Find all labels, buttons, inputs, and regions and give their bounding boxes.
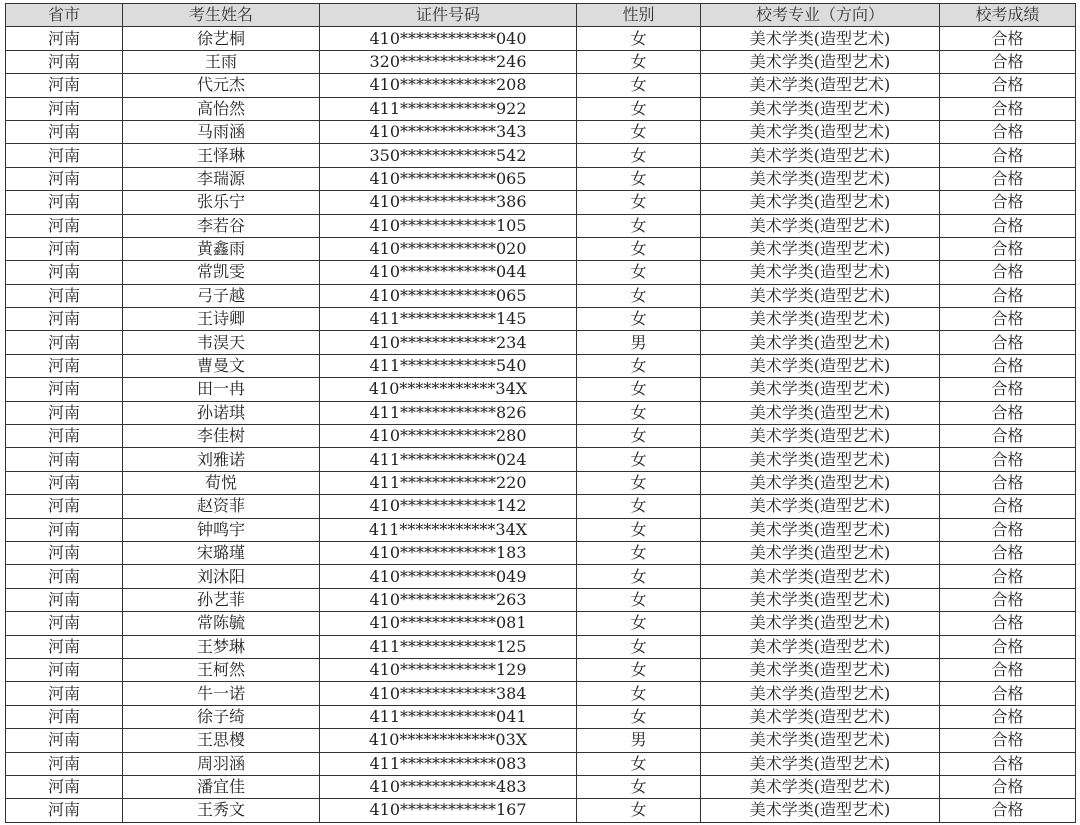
name-cell: 荀悦 — [123, 471, 320, 494]
result-cell: 合格 — [940, 799, 1076, 822]
major-cell: 美术学类(造型艺术) — [701, 471, 940, 494]
column-header-name: 考生姓名 — [123, 4, 320, 27]
major-cell: 美术学类(造型艺术) — [701, 541, 940, 564]
table-row — [6, 144, 1076, 167]
major-cell: 美术学类(造型艺术) — [701, 425, 940, 448]
table-row — [6, 799, 1076, 822]
result-cell: 合格 — [940, 331, 1076, 354]
table-row — [6, 775, 1076, 798]
province-cell: 河南 — [6, 120, 123, 143]
id-number-cell: 410************142 — [320, 495, 577, 518]
id-number-cell: 410************34X — [320, 378, 577, 401]
major-cell: 美术学类(造型艺术) — [701, 308, 940, 331]
table-row — [6, 378, 1076, 401]
major-cell: 美术学类(造型艺术) — [701, 214, 940, 237]
table-row — [6, 261, 1076, 284]
id-number-cell: 411************024 — [320, 448, 577, 471]
results-table — [5, 3, 1076, 823]
major-cell: 美术学类(造型艺术) — [701, 799, 940, 822]
result-cell: 合格 — [940, 50, 1076, 73]
id-number-cell: 411************34X — [320, 518, 577, 541]
name-cell: 马雨涵 — [123, 120, 320, 143]
major-cell: 美术学类(造型艺术) — [701, 495, 940, 518]
result-cell: 合格 — [940, 214, 1076, 237]
province-cell: 河南 — [6, 261, 123, 284]
gender-cell: 女 — [577, 237, 701, 260]
name-cell: 赵资菲 — [123, 495, 320, 518]
id-number-cell: 411************922 — [320, 97, 577, 120]
gender-cell: 女 — [577, 401, 701, 424]
id-number-cell: 410************040 — [320, 27, 577, 50]
id-number-cell: 411************083 — [320, 752, 577, 775]
result-cell: 合格 — [940, 448, 1076, 471]
major-cell: 美术学类(造型艺术) — [701, 448, 940, 471]
id-number-cell: 410************065 — [320, 284, 577, 307]
major-cell: 美术学类(造型艺术) — [701, 237, 940, 260]
gender-cell: 女 — [577, 541, 701, 564]
table-row — [6, 50, 1076, 73]
major-cell: 美术学类(造型艺术) — [701, 612, 940, 635]
result-cell: 合格 — [940, 191, 1076, 214]
result-cell: 合格 — [940, 541, 1076, 564]
province-cell: 河南 — [6, 448, 123, 471]
major-cell: 美术学类(造型艺术) — [701, 167, 940, 190]
major-cell: 美术学类(造型艺术) — [701, 588, 940, 611]
gender-cell: 女 — [577, 261, 701, 284]
id-number-cell: 411************125 — [320, 635, 577, 658]
province-cell: 河南 — [6, 97, 123, 120]
column-header-gender: 性别 — [577, 4, 701, 27]
result-cell: 合格 — [940, 120, 1076, 143]
table-row — [6, 308, 1076, 331]
gender-cell: 女 — [577, 425, 701, 448]
result-cell: 合格 — [940, 682, 1076, 705]
name-cell: 王诗卿 — [123, 308, 320, 331]
gender-cell: 女 — [577, 97, 701, 120]
id-number-cell: 410************065 — [320, 167, 577, 190]
name-cell: 王梦琳 — [123, 635, 320, 658]
result-cell: 合格 — [940, 97, 1076, 120]
gender-cell: 女 — [577, 752, 701, 775]
name-cell: 王雨 — [123, 50, 320, 73]
name-cell: 宋璐瑾 — [123, 541, 320, 564]
table-row — [6, 237, 1076, 260]
id-number-cell: 410************183 — [320, 541, 577, 564]
table-row — [6, 729, 1076, 752]
gender-cell: 女 — [577, 27, 701, 50]
result-cell: 合格 — [940, 144, 1076, 167]
name-cell: 代元杰 — [123, 74, 320, 97]
province-cell: 河南 — [6, 401, 123, 424]
major-cell: 美术学类(造型艺术) — [701, 775, 940, 798]
table-body — [6, 27, 1076, 822]
id-number-cell: 410************280 — [320, 425, 577, 448]
gender-cell: 女 — [577, 308, 701, 331]
name-cell: 牛一诺 — [123, 682, 320, 705]
name-cell: 王怿琳 — [123, 144, 320, 167]
gender-cell: 女 — [577, 191, 701, 214]
major-cell: 美术学类(造型艺术) — [701, 752, 940, 775]
major-cell: 美术学类(造型艺术) — [701, 331, 940, 354]
name-cell: 李瑞源 — [123, 167, 320, 190]
gender-cell: 女 — [577, 74, 701, 97]
province-cell: 河南 — [6, 799, 123, 822]
name-cell: 高怡然 — [123, 97, 320, 120]
result-cell: 合格 — [940, 74, 1076, 97]
gender-cell: 女 — [577, 588, 701, 611]
major-cell: 美术学类(造型艺术) — [701, 658, 940, 681]
result-cell: 合格 — [940, 752, 1076, 775]
name-cell: 潘宜佳 — [123, 775, 320, 798]
gender-cell: 男 — [577, 331, 701, 354]
name-cell: 常陈毓 — [123, 612, 320, 635]
name-cell: 徐艺桐 — [123, 27, 320, 50]
result-cell: 合格 — [940, 471, 1076, 494]
id-number-cell: 410************167 — [320, 799, 577, 822]
table-row — [6, 448, 1076, 471]
result-cell: 合格 — [940, 27, 1076, 50]
province-cell: 河南 — [6, 237, 123, 260]
id-number-cell: 410************386 — [320, 191, 577, 214]
id-number-cell: 410************03X — [320, 729, 577, 752]
name-cell: 曹曼文 — [123, 354, 320, 377]
result-cell: 合格 — [940, 354, 1076, 377]
table-row — [6, 425, 1076, 448]
result-cell: 合格 — [940, 237, 1076, 260]
major-cell: 美术学类(造型艺术) — [701, 378, 940, 401]
column-header-result: 校考成绩 — [940, 4, 1076, 27]
gender-cell: 女 — [577, 354, 701, 377]
province-cell: 河南 — [6, 588, 123, 611]
id-number-cell: 410************105 — [320, 214, 577, 237]
table-row — [6, 74, 1076, 97]
id-number-cell: 410************129 — [320, 658, 577, 681]
id-number-cell: 410************049 — [320, 565, 577, 588]
province-cell: 河南 — [6, 729, 123, 752]
id-number-cell: 410************234 — [320, 331, 577, 354]
id-number-cell: 320************246 — [320, 50, 577, 73]
result-cell: 合格 — [940, 425, 1076, 448]
gender-cell: 女 — [577, 612, 701, 635]
result-cell: 合格 — [940, 401, 1076, 424]
major-cell: 美术学类(造型艺术) — [701, 682, 940, 705]
gender-cell: 男 — [577, 729, 701, 752]
province-cell: 河南 — [6, 612, 123, 635]
gender-cell: 女 — [577, 705, 701, 728]
name-cell: 李佳树 — [123, 425, 320, 448]
id-number-cell: 350************542 — [320, 144, 577, 167]
gender-cell: 女 — [577, 120, 701, 143]
header-row — [6, 4, 1076, 27]
name-cell: 田一冉 — [123, 378, 320, 401]
name-cell: 王柯然 — [123, 658, 320, 681]
result-cell: 合格 — [940, 167, 1076, 190]
table-row — [6, 191, 1076, 214]
province-cell: 河南 — [6, 635, 123, 658]
table-row — [6, 682, 1076, 705]
name-cell: 孙艺菲 — [123, 588, 320, 611]
province-cell: 河南 — [6, 214, 123, 237]
province-cell: 河南 — [6, 167, 123, 190]
id-number-cell: 410************384 — [320, 682, 577, 705]
table-row — [6, 635, 1076, 658]
result-cell: 合格 — [940, 705, 1076, 728]
id-number-cell: 410************044 — [320, 261, 577, 284]
id-number-cell: 410************081 — [320, 612, 577, 635]
province-cell: 河南 — [6, 518, 123, 541]
result-cell: 合格 — [940, 775, 1076, 798]
id-number-cell: 411************041 — [320, 705, 577, 728]
name-cell: 徐子绮 — [123, 705, 320, 728]
gender-cell: 女 — [577, 50, 701, 73]
province-cell: 河南 — [6, 74, 123, 97]
name-cell: 弓子越 — [123, 284, 320, 307]
province-cell: 河南 — [6, 308, 123, 331]
province-cell: 河南 — [6, 541, 123, 564]
column-header-major: 校考专业（方向） — [701, 4, 940, 27]
major-cell: 美术学类(造型艺术) — [701, 27, 940, 50]
name-cell: 张乐宁 — [123, 191, 320, 214]
result-cell: 合格 — [940, 635, 1076, 658]
result-cell: 合格 — [940, 658, 1076, 681]
gender-cell: 女 — [577, 144, 701, 167]
name-cell: 刘沐阳 — [123, 565, 320, 588]
name-cell: 王思椶 — [123, 729, 320, 752]
result-cell: 合格 — [940, 308, 1076, 331]
province-cell: 河南 — [6, 658, 123, 681]
gender-cell: 女 — [577, 799, 701, 822]
province-cell: 河南 — [6, 471, 123, 494]
table-row — [6, 565, 1076, 588]
result-cell: 合格 — [940, 518, 1076, 541]
gender-cell: 女 — [577, 378, 701, 401]
table-row — [6, 495, 1076, 518]
major-cell: 美术学类(造型艺术) — [701, 191, 940, 214]
province-cell: 河南 — [6, 378, 123, 401]
gender-cell: 女 — [577, 214, 701, 237]
name-cell: 钟鸣宇 — [123, 518, 320, 541]
province-cell: 河南 — [6, 775, 123, 798]
table-row — [6, 354, 1076, 377]
name-cell: 王秀文 — [123, 799, 320, 822]
major-cell: 美术学类(造型艺术) — [701, 518, 940, 541]
column-header-id-number: 证件号码 — [320, 4, 577, 27]
id-number-cell: 410************020 — [320, 237, 577, 260]
gender-cell: 女 — [577, 448, 701, 471]
major-cell: 美术学类(造型艺术) — [701, 565, 940, 588]
province-cell: 河南 — [6, 331, 123, 354]
column-header-province: 省市 — [6, 4, 123, 27]
result-cell: 合格 — [940, 261, 1076, 284]
result-cell: 合格 — [940, 565, 1076, 588]
gender-cell: 女 — [577, 167, 701, 190]
major-cell: 美术学类(造型艺术) — [701, 50, 940, 73]
result-cell: 合格 — [940, 284, 1076, 307]
result-cell: 合格 — [940, 378, 1076, 401]
gender-cell: 女 — [577, 565, 701, 588]
id-number-cell: 411************540 — [320, 354, 577, 377]
major-cell: 美术学类(造型艺术) — [701, 144, 940, 167]
major-cell: 美术学类(造型艺术) — [701, 354, 940, 377]
major-cell: 美术学类(造型艺术) — [701, 635, 940, 658]
table-row — [6, 120, 1076, 143]
gender-cell: 女 — [577, 495, 701, 518]
table-row — [6, 588, 1076, 611]
result-cell: 合格 — [940, 495, 1076, 518]
gender-cell: 女 — [577, 775, 701, 798]
province-cell: 河南 — [6, 495, 123, 518]
major-cell: 美术学类(造型艺术) — [701, 705, 940, 728]
province-cell: 河南 — [6, 144, 123, 167]
table-row — [6, 214, 1076, 237]
gender-cell: 女 — [577, 471, 701, 494]
name-cell: 刘雅诺 — [123, 448, 320, 471]
table-row — [6, 284, 1076, 307]
name-cell: 李若谷 — [123, 214, 320, 237]
table-row — [6, 401, 1076, 424]
major-cell: 美术学类(造型艺术) — [701, 74, 940, 97]
province-cell: 河南 — [6, 284, 123, 307]
gender-cell: 女 — [577, 682, 701, 705]
table-row — [6, 27, 1076, 50]
name-cell: 韦淏天 — [123, 331, 320, 354]
province-cell: 河南 — [6, 565, 123, 588]
major-cell: 美术学类(造型艺术) — [701, 729, 940, 752]
province-cell: 河南 — [6, 50, 123, 73]
province-cell: 河南 — [6, 191, 123, 214]
province-cell: 河南 — [6, 682, 123, 705]
table-row — [6, 331, 1076, 354]
id-number-cell: 410************483 — [320, 775, 577, 798]
id-number-cell: 411************826 — [320, 401, 577, 424]
major-cell: 美术学类(造型艺术) — [701, 97, 940, 120]
table-row — [6, 658, 1076, 681]
name-cell: 周羽涵 — [123, 752, 320, 775]
result-cell: 合格 — [940, 612, 1076, 635]
province-cell: 河南 — [6, 354, 123, 377]
result-cell: 合格 — [940, 729, 1076, 752]
id-number-cell: 410************208 — [320, 74, 577, 97]
id-number-cell: 411************220 — [320, 471, 577, 494]
gender-cell: 女 — [577, 658, 701, 681]
table-row — [6, 97, 1076, 120]
major-cell: 美术学类(造型艺术) — [701, 401, 940, 424]
name-cell: 常凯雯 — [123, 261, 320, 284]
province-cell: 河南 — [6, 27, 123, 50]
province-cell: 河南 — [6, 752, 123, 775]
gender-cell: 女 — [577, 635, 701, 658]
id-number-cell: 410************343 — [320, 120, 577, 143]
table-row — [6, 541, 1076, 564]
table-row — [6, 752, 1076, 775]
major-cell: 美术学类(造型艺术) — [701, 261, 940, 284]
gender-cell: 女 — [577, 284, 701, 307]
name-cell: 孙诺琪 — [123, 401, 320, 424]
province-cell: 河南 — [6, 705, 123, 728]
major-cell: 美术学类(造型艺术) — [701, 284, 940, 307]
table-row — [6, 705, 1076, 728]
gender-cell: 女 — [577, 518, 701, 541]
province-cell: 河南 — [6, 425, 123, 448]
major-cell: 美术学类(造型艺术) — [701, 120, 940, 143]
id-number-cell: 411************145 — [320, 308, 577, 331]
table-row — [6, 518, 1076, 541]
table-header — [6, 4, 1076, 27]
table-row — [6, 612, 1076, 635]
id-number-cell: 410************263 — [320, 588, 577, 611]
name-cell: 黄鑫雨 — [123, 237, 320, 260]
table-row — [6, 167, 1076, 190]
result-cell: 合格 — [940, 588, 1076, 611]
table-row — [6, 471, 1076, 494]
